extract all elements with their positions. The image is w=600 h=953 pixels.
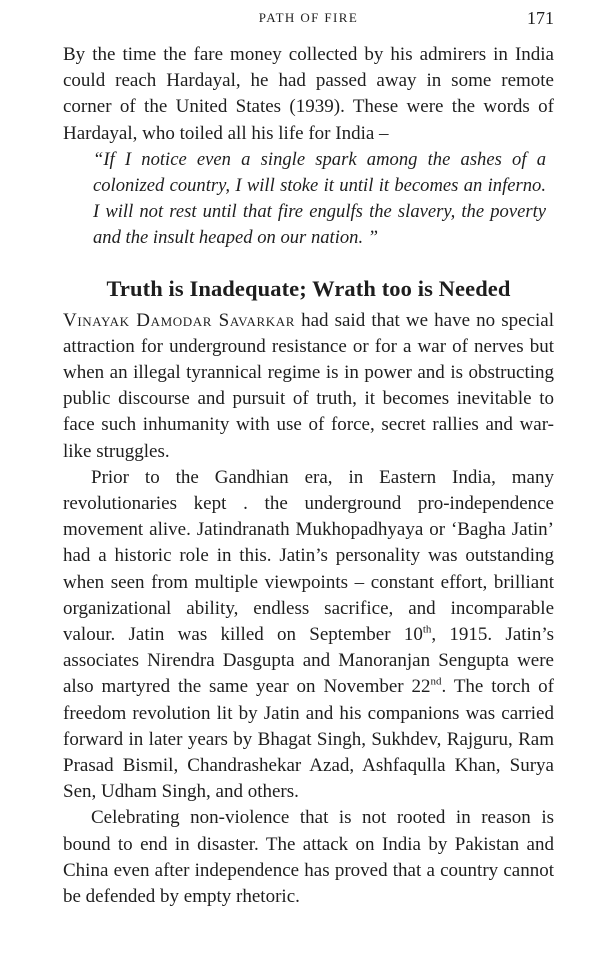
savarkar-lead-name: Vinayak Damodar Savarkar [63,309,295,331]
paragraph-hardayal: By the time the fare money collected by his admirers in India could reach Hardayal, he had passed away in some remote corner of the United States (1939). These were the words of Hardayal, who toiled all his life for India – [63,44,554,144]
page-number: 171 [527,8,554,28]
section-heading: Truth is Inadequate; Wrath too is Needed [106,275,511,301]
running-head [63,8,554,30]
bagha-jatin-text-3: . The torch of freedom revolution lit by Jatin and his companions was carried forward in later years by Bhagat Singh, Sukhdev, Rajguru, Ram Prasad Bismil, Chandrashekar Azad, Ashfaqulla Khan, Surya Sen, Udham Singh, and others. [63,676,555,803]
page-content [63,42,554,910]
bagha-jatin-text-1: Prior to the Gandhian era, in Eastern India, many revolutionaries kept . the underground pro-independence movement alive. Jatindranath Mukhopadhyaya or ‘Bagha Jatin’ had a historic role in this. Jatin’s personality was outstanding when seen from multiple viewpoints – constant effort, brilliant organizational ability, endless sacrifice, and incomparable valour. Jatin was killed on September 10 [63,466,554,646]
paragraph-bagha-jatin [63,465,554,806]
running-title: PATH OF FIRE [258,10,359,25]
ordinal-suffix-nd: nd [430,676,442,689]
paragraph-savarkar-text: had said that we have no special attraction for underground resistance or for a war of nerves but when an illegal tyrannical regime is in power and is obstructing public discourse and pursuit of truth, it becomes inevitable to face such inhumanity with use of force, secret rallies and war-like struggles. [63,309,554,462]
hardayal-quote: “If I notice even a single spark among the ashes of a colonized country, I will stoke it until it becomes an inferno. I will not rest until that fire engulfs the slavery, the poverty and the insult heaped on our nation. ” [93,148,546,249]
paragraph-non-violence: Celebrating non-violence that is not rooted in reason is bound to end in disaster. The attack on India by Pakistan and China even after independence has proved that a country cannot be defended by empty rhetoric. [63,807,554,908]
paragraph-savarkar [63,308,554,465]
bagha-jatin-text-2: , 1915. Jatin’s associates Nirendra Dasgupta and Manoranjan Sengupta were also martyred the same year on November 22 [63,624,554,698]
ordinal-suffix-th: th [422,623,432,636]
